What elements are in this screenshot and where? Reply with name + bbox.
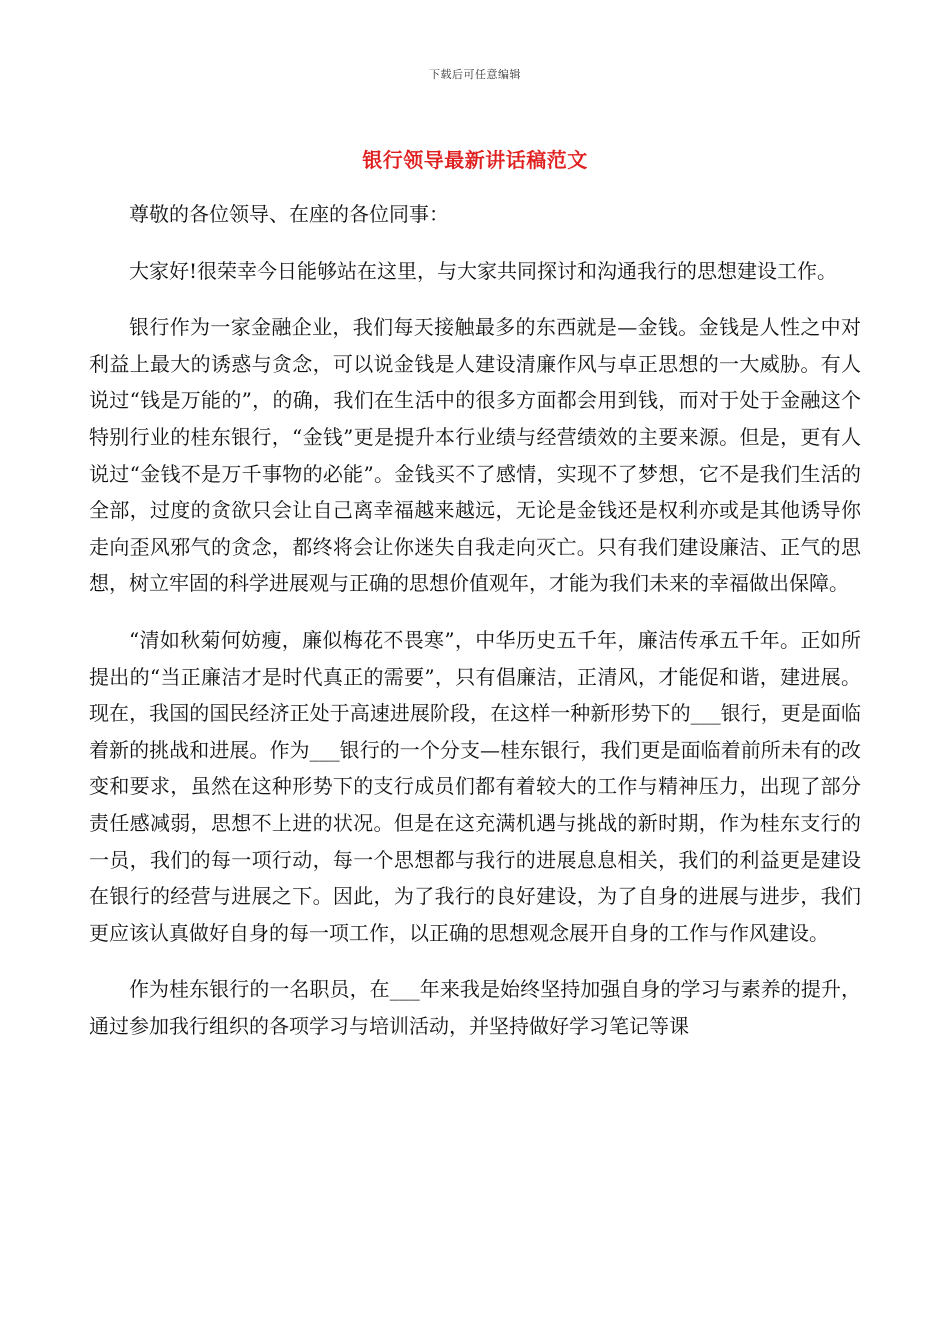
salutation-paragraph: 尊敬的各位领导、在座的各位同事： xyxy=(129,202,449,226)
body-paragraph-staff: 作为桂东银行的一名职员，在___年来我是始终坚持加强自身的学习与素养的提升，通过参加我行组织的各项学习与培训活动，并坚持做好学习笔记等课 xyxy=(89,977,861,1038)
body-paragraph-integrity: “清如秋菊何妨瘦，廉似梅花不畏寒”，中华历史五千年，廉洁传承五千年。正如所提出的“当正廉洁才是时代真正的需要”，只有倡廉洁，正清风，才能促和谐，建进展。现在，我国的国民经济正处于高速进展阶段，在这样一种新形势下的___银行，更是面临着新的挑战和进展。作为___银行的一个分支—桂东银行，我们更是面临着前所未有的改变和要求，虽然在这种形势下的支行成员们都有着较大的工作与精神压力，出现了部分责任感减弱，思想不上进的状况。但是在这充满机遇与挑战的新时期，作为桂东支行的一员，我们的每一项行动，每一个思想都与我行的进展息息相关，我们的利益更是建设在银行的经营与进展之下。因此，为了我行的良好建设，为了自身的进展与进步，我们更应该认真做好自身的每一项工作，以正确的思想观念展开自身的工作与作风建设。 xyxy=(89,627,861,945)
document-title: 银行领导最新讲话稿范文 xyxy=(362,148,588,172)
greeting-paragraph: 大家好!很荣幸今日能够站在这里，与大家共同探讨和沟通我行的思想建设工作。 xyxy=(129,258,838,283)
body-paragraph-money: 银行作为一家金融企业，我们每天接触最多的东西就是—金钱。金钱是人性之中对利益上最大的诱惑与贪念，可以说金钱是人建设清廉作风与卓正思想的一大威胁。有人说过“钱是万能的”，的确，我们在生活中的很多方面都会用到钱，而对于处于金融这个特别行业的桂东银行，“金钱”更是提升本行业绩与经营绩效的主要来源。但是，更有人说过“金钱不是万千事物的必能”。金钱买不了感情，实现不了梦想，它不是我们生活的全部，过度的贪欲只会让自己离幸福越来越远，无论是金钱还是权利亦或是其他诱导你走向歪风邪气的贪念，都终将会让你迷失自我走向灭亡。只有我们建设廉洁、正气的思想，树立牢固的科学进展观与正确的思想价值观年，才能为我们未来的幸福做出保障。 xyxy=(89,315,861,596)
header-note: 下载后可任意编辑 xyxy=(429,68,521,81)
document-body xyxy=(89,196,861,1044)
